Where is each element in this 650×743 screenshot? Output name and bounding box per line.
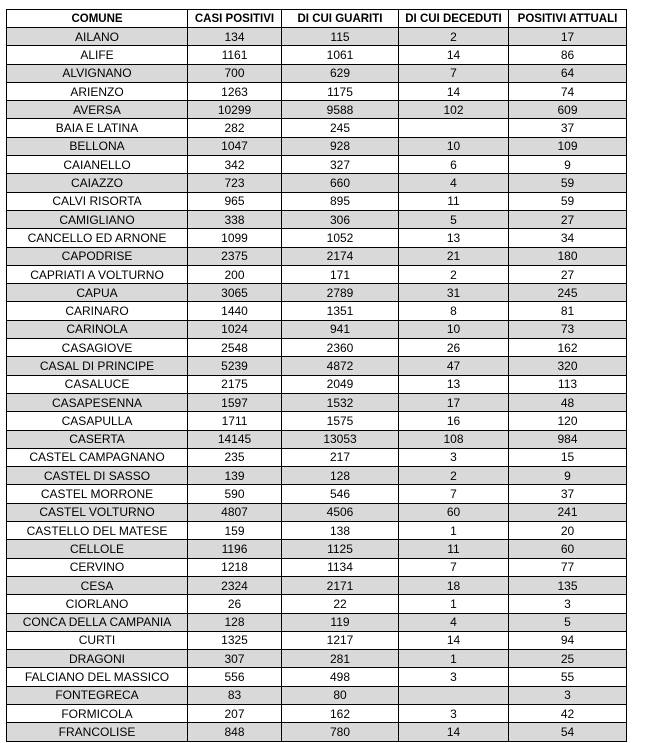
table-row [7,485,627,503]
cell-comune: CELLOLE [7,540,188,558]
cell-comune: BELLONA [7,137,188,155]
cell-deceduti: 1 [399,650,509,668]
cell-deceduti: 3 [399,704,509,722]
table-row [7,430,627,448]
cell-guariti: 498 [282,668,399,686]
cell-deceduti: 4 [399,613,509,631]
cell-casi-positivi: 139 [188,467,282,485]
cell-positivi-attuali: 3 [509,686,627,704]
table-row [7,46,627,64]
cell-positivi-attuali: 109 [509,137,627,155]
cell-positivi-attuali: 17 [509,28,627,46]
cell-deceduti: 8 [399,302,509,320]
cell-deceduti: 26 [399,339,509,357]
cell-casi-positivi: 700 [188,64,282,82]
cell-positivi-attuali: 984 [509,430,627,448]
cell-casi-positivi: 14145 [188,430,282,448]
cell-comune: CASAL DI PRINCIPE [7,357,188,375]
cell-guariti: 1061 [282,46,399,64]
cell-comune: CALVI RISORTA [7,192,188,210]
cell-comune: CERVINO [7,558,188,576]
cell-positivi-attuali: 5 [509,613,627,631]
cell-deceduti: 31 [399,284,509,302]
cell-positivi-attuali: 34 [509,229,627,247]
table-row [7,723,627,741]
table-row [7,393,627,411]
cell-guariti: 2171 [282,576,399,594]
cell-guariti: 895 [282,192,399,210]
cell-positivi-attuali: 81 [509,302,627,320]
cell-deceduti: 60 [399,503,509,521]
cell-casi-positivi: 128 [188,613,282,631]
cell-positivi-attuali: 241 [509,503,627,521]
cell-deceduti [399,119,509,137]
header-deceduti: DI CUI DECEDUTI [399,10,509,28]
cell-comune: ALVIGNANO [7,64,188,82]
table-row [7,522,627,540]
cell-comune: AILANO [7,28,188,46]
table-row [7,613,627,631]
cell-comune: FRANCOLISE [7,723,188,741]
cell-comune: CASTELLO DEL MATESE [7,522,188,540]
cell-guariti: 281 [282,650,399,668]
cell-comune: CIORLANO [7,595,188,613]
cell-casi-positivi: 590 [188,485,282,503]
cell-casi-positivi: 282 [188,119,282,137]
cell-deceduti: 18 [399,576,509,594]
table-row [7,467,627,485]
cell-comune: CASAPESENNA [7,393,188,411]
cell-comune: DRAGONI [7,650,188,668]
cell-casi-positivi: 1440 [188,302,282,320]
cell-deceduti: 10 [399,320,509,338]
cell-positivi-attuali: 15 [509,448,627,466]
cell-positivi-attuali: 48 [509,393,627,411]
cell-deceduti: 7 [399,485,509,503]
cell-casi-positivi: 200 [188,265,282,283]
cell-comune: FORMICOLA [7,704,188,722]
cell-positivi-attuali: 37 [509,485,627,503]
table-body [7,28,627,742]
cell-casi-positivi: 134 [188,28,282,46]
cell-deceduti: 2 [399,265,509,283]
cell-guariti: 138 [282,522,399,540]
cell-casi-positivi: 556 [188,668,282,686]
cell-guariti: 128 [282,467,399,485]
cell-deceduti: 7 [399,558,509,576]
cell-guariti: 171 [282,265,399,283]
cell-comune: CAMIGLIANO [7,210,188,228]
header-casi-positivi: CASI POSITIVI [188,10,282,28]
header-positivi-attuali: POSITIVI ATTUALI [509,10,627,28]
table-row [7,229,627,247]
cell-guariti: 162 [282,704,399,722]
cell-deceduti: 47 [399,357,509,375]
cell-deceduti [399,686,509,704]
table-row [7,174,627,192]
cell-casi-positivi: 207 [188,704,282,722]
table-row [7,631,627,649]
cell-deceduti: 2 [399,28,509,46]
cell-positivi-attuali: 9 [509,156,627,174]
cell-casi-positivi: 848 [188,723,282,741]
cell-positivi-attuali: 245 [509,284,627,302]
cell-comune: CAPODRISE [7,247,188,265]
cell-casi-positivi: 1263 [188,82,282,100]
cell-comune: CAPRIATI A VOLTURNO [7,265,188,283]
cell-positivi-attuali: 3 [509,595,627,613]
cell-casi-positivi: 965 [188,192,282,210]
cell-positivi-attuali: 120 [509,412,627,430]
cell-casi-positivi: 342 [188,156,282,174]
cell-comune: AVERSA [7,101,188,119]
cell-deceduti: 16 [399,412,509,430]
cell-deceduti: 13 [399,375,509,393]
cell-casi-positivi: 2324 [188,576,282,594]
cell-casi-positivi: 235 [188,448,282,466]
table-row [7,650,627,668]
table-row [7,375,627,393]
cell-guariti: 306 [282,210,399,228]
cell-casi-positivi: 723 [188,174,282,192]
cell-casi-positivi: 307 [188,650,282,668]
cell-casi-positivi: 3065 [188,284,282,302]
table-row [7,357,627,375]
cell-comune: CASTEL VOLTURNO [7,503,188,521]
table-row [7,503,627,521]
table-row [7,412,627,430]
header-guariti: DI CUI GUARITI [282,10,399,28]
cell-casi-positivi: 2175 [188,375,282,393]
cell-guariti: 1134 [282,558,399,576]
cell-comune: CASTEL MORRONE [7,485,188,503]
cell-deceduti: 2 [399,467,509,485]
cell-casi-positivi: 83 [188,686,282,704]
table-row [7,595,627,613]
cell-comune: FONTEGRECA [7,686,188,704]
table-row [7,156,627,174]
cell-guariti: 4872 [282,357,399,375]
cell-deceduti: 14 [399,82,509,100]
cell-positivi-attuali: 20 [509,522,627,540]
cell-casi-positivi: 2375 [188,247,282,265]
table-row [7,265,627,283]
cell-guariti: 217 [282,448,399,466]
cell-guariti: 9588 [282,101,399,119]
cell-deceduti: 14 [399,631,509,649]
cell-positivi-attuali: 86 [509,46,627,64]
cell-guariti: 546 [282,485,399,503]
table-row [7,119,627,137]
cell-guariti: 80 [282,686,399,704]
table-row [7,82,627,100]
table-row [7,247,627,265]
cell-positivi-attuali: 25 [509,650,627,668]
cell-positivi-attuali: 74 [509,82,627,100]
cell-casi-positivi: 10299 [188,101,282,119]
cell-guariti: 327 [282,156,399,174]
cell-comune: CASAGIOVE [7,339,188,357]
cell-comune: CARINARO [7,302,188,320]
cell-guariti: 1351 [282,302,399,320]
cell-positivi-attuali: 9 [509,467,627,485]
cell-deceduti: 108 [399,430,509,448]
cell-deceduti: 11 [399,540,509,558]
table-row [7,576,627,594]
cell-positivi-attuali: 320 [509,357,627,375]
cell-comune: CANCELLO ED ARNONE [7,229,188,247]
cell-guariti: 1575 [282,412,399,430]
cell-deceduti: 6 [399,156,509,174]
table-row [7,192,627,210]
cell-casi-positivi: 2548 [188,339,282,357]
cell-positivi-attuali: 27 [509,265,627,283]
cell-comune: CAIAZZO [7,174,188,192]
cell-deceduti: 14 [399,723,509,741]
cell-guariti: 1052 [282,229,399,247]
table-row [7,101,627,119]
cell-comune: CONCA DELLA CAMPANIA [7,613,188,631]
table-row [7,284,627,302]
cell-guariti: 1175 [282,82,399,100]
cell-guariti: 629 [282,64,399,82]
cell-guariti: 2789 [282,284,399,302]
header-comune: COMUNE [7,10,188,28]
cell-casi-positivi: 1196 [188,540,282,558]
cell-casi-positivi: 1099 [188,229,282,247]
cell-positivi-attuali: 77 [509,558,627,576]
cell-comune: ALIFE [7,46,188,64]
cell-casi-positivi: 1597 [188,393,282,411]
cell-guariti: 941 [282,320,399,338]
cell-casi-positivi: 4807 [188,503,282,521]
cell-positivi-attuali: 55 [509,668,627,686]
cell-deceduti: 1 [399,595,509,613]
cell-deceduti: 102 [399,101,509,119]
cell-positivi-attuali: 64 [509,64,627,82]
cell-deceduti: 21 [399,247,509,265]
cell-guariti: 928 [282,137,399,155]
cell-positivi-attuali: 60 [509,540,627,558]
cell-positivi-attuali: 37 [509,119,627,137]
cell-guariti: 4506 [282,503,399,521]
cell-deceduti: 3 [399,668,509,686]
table-row [7,668,627,686]
cell-comune: BAIA E LATINA [7,119,188,137]
cell-casi-positivi: 338 [188,210,282,228]
cell-casi-positivi: 159 [188,522,282,540]
cell-deceduti: 4 [399,174,509,192]
cell-positivi-attuali: 609 [509,101,627,119]
table-row [7,137,627,155]
table-row [7,210,627,228]
cell-deceduti: 17 [399,393,509,411]
table-row [7,320,627,338]
cell-positivi-attuali: 59 [509,192,627,210]
table-row [7,64,627,82]
table-row [7,540,627,558]
cell-positivi-attuali: 180 [509,247,627,265]
cell-guariti: 1125 [282,540,399,558]
table-row [7,302,627,320]
cell-deceduti: 1 [399,522,509,540]
cell-comune: CASTEL DI SASSO [7,467,188,485]
table-row [7,339,627,357]
cell-deceduti: 10 [399,137,509,155]
cell-comune: ARIENZO [7,82,188,100]
cell-guariti: 2049 [282,375,399,393]
cell-comune: CASALUCE [7,375,188,393]
cell-casi-positivi: 26 [188,595,282,613]
cell-positivi-attuali: 94 [509,631,627,649]
cell-deceduti: 14 [399,46,509,64]
cell-casi-positivi: 1325 [188,631,282,649]
cell-comune: FALCIANO DEL MASSICO [7,668,188,686]
cell-comune: CAPUA [7,284,188,302]
cell-comune: CAIANELLO [7,156,188,174]
cell-guariti: 1532 [282,393,399,411]
cell-guariti: 115 [282,28,399,46]
cell-casi-positivi: 1024 [188,320,282,338]
cell-positivi-attuali: 27 [509,210,627,228]
cell-deceduti: 5 [399,210,509,228]
covid-data-table [6,9,627,742]
cell-comune: CASAPULLA [7,412,188,430]
table-row [7,686,627,704]
cell-guariti: 2360 [282,339,399,357]
cell-guariti: 1217 [282,631,399,649]
cell-deceduti: 11 [399,192,509,210]
table-row [7,558,627,576]
cell-comune: CURTI [7,631,188,649]
cell-positivi-attuali: 42 [509,704,627,722]
table-row [7,28,627,46]
cell-casi-positivi: 1047 [188,137,282,155]
cell-guariti: 245 [282,119,399,137]
cell-comune: CASTEL CAMPAGNANO [7,448,188,466]
cell-deceduti: 13 [399,229,509,247]
cell-casi-positivi: 5239 [188,357,282,375]
cell-comune: CASERTA [7,430,188,448]
cell-casi-positivi: 1711 [188,412,282,430]
cell-guariti: 119 [282,613,399,631]
cell-casi-positivi: 1218 [188,558,282,576]
cell-deceduti: 3 [399,448,509,466]
cell-positivi-attuali: 54 [509,723,627,741]
cell-guariti: 780 [282,723,399,741]
cell-comune: CESA [7,576,188,594]
cell-positivi-attuali: 73 [509,320,627,338]
cell-deceduti: 7 [399,64,509,82]
cell-guariti: 660 [282,174,399,192]
cell-guariti: 2174 [282,247,399,265]
cell-guariti: 22 [282,595,399,613]
cell-guariti: 13053 [282,430,399,448]
table-row [7,704,627,722]
cell-positivi-attuali: 59 [509,174,627,192]
cell-positivi-attuali: 113 [509,375,627,393]
cell-positivi-attuali: 135 [509,576,627,594]
cell-positivi-attuali: 162 [509,339,627,357]
header-row [7,10,627,28]
cell-casi-positivi: 1161 [188,46,282,64]
cell-comune: CARINOLA [7,320,188,338]
table-row [7,448,627,466]
